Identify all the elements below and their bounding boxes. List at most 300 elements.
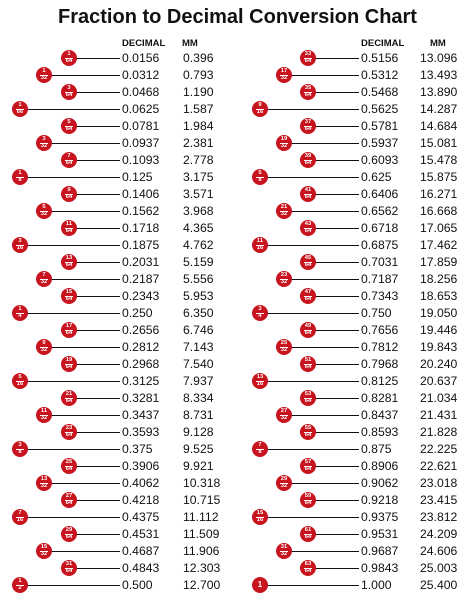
decimal-value: 0.3281 <box>122 391 160 405</box>
denominator: 32 <box>280 551 288 558</box>
fraction-badge <box>61 254 77 270</box>
numerator: 1 <box>18 102 22 109</box>
denominator: 16 <box>256 381 264 388</box>
numerator: 1 <box>42 68 46 75</box>
fraction-badge <box>61 322 77 338</box>
leader-line <box>284 143 359 144</box>
numerator: 1 <box>18 170 22 177</box>
denominator: 64 <box>304 58 312 65</box>
fraction-badge <box>252 441 268 457</box>
fraction-badge <box>252 237 268 253</box>
leader-line <box>260 517 359 518</box>
mm-header-left: MM <box>182 38 198 49</box>
numerator: 23 <box>65 425 73 432</box>
decimal-value: 0.0156 <box>122 51 160 65</box>
decimal-value: 0.1875 <box>122 238 160 252</box>
denominator: 32 <box>40 347 48 354</box>
leader-line <box>260 109 359 110</box>
denominator: 64 <box>304 194 312 201</box>
leader-line <box>284 75 359 76</box>
leader-line <box>260 245 359 246</box>
denominator: 32 <box>40 143 48 150</box>
numerator: 13 <box>65 255 73 262</box>
fraction-badge <box>300 560 316 576</box>
fraction-badge <box>300 492 316 508</box>
decimal-value: 0.7812 <box>361 340 399 354</box>
fraction-badge <box>276 135 292 151</box>
denominator: 64 <box>304 126 312 133</box>
fraction-badge <box>12 101 28 117</box>
numerator: 43 <box>304 221 312 228</box>
denominator: 32 <box>280 279 288 286</box>
mm-value: 13.096 <box>420 51 458 65</box>
numerator: 57 <box>304 459 312 466</box>
mm-value: 17.859 <box>420 255 458 269</box>
mm-value: 1.190 <box>183 85 214 99</box>
leader-line <box>260 177 359 178</box>
mm-value: 5.159 <box>183 255 214 269</box>
fraction-badge <box>36 135 52 151</box>
fraction-badge <box>252 305 268 321</box>
fraction-badge <box>36 543 52 559</box>
decimal-value: 0.8437 <box>361 408 399 422</box>
denominator: 16 <box>256 245 264 252</box>
mm-value: 17.065 <box>420 221 458 235</box>
mm-value: 19.446 <box>420 323 458 337</box>
decimal-value: 0.9687 <box>361 544 399 558</box>
fraction-badge <box>276 271 292 287</box>
numerator: 7 <box>67 153 71 160</box>
fraction-badge <box>12 441 28 457</box>
mm-value: 23.812 <box>420 510 458 524</box>
mm-value: 10.318 <box>183 476 221 490</box>
decimal-value: 0.8125 <box>361 374 399 388</box>
numerator: 53 <box>304 391 312 398</box>
whole-number: 1 <box>257 580 263 589</box>
numerator: 5 <box>258 170 262 177</box>
numerator: 3 <box>258 306 262 313</box>
fraction-badge <box>276 67 292 83</box>
fraction-badge <box>300 288 316 304</box>
fraction-badge <box>12 509 28 525</box>
decimal-value: 0.1718 <box>122 221 160 235</box>
decimal-value: 0.2812 <box>122 340 160 354</box>
numerator: 9 <box>42 340 46 347</box>
mm-value: 9.921 <box>183 459 214 473</box>
leader-line <box>44 75 120 76</box>
fraction-badge <box>276 543 292 559</box>
mm-value: 15.478 <box>420 153 458 167</box>
mm-value: 11.906 <box>183 544 220 558</box>
mm-value: 14.684 <box>420 119 458 133</box>
numerator: 17 <box>65 323 73 330</box>
decimal-value: 0.7968 <box>361 357 399 371</box>
numerator: 31 <box>65 561 73 568</box>
leader-line <box>44 347 120 348</box>
fraction-badge <box>276 475 292 491</box>
fraction-badge <box>36 67 52 83</box>
numerator: 29 <box>65 527 73 534</box>
denominator: 32 <box>40 279 48 286</box>
numerator: 25 <box>280 340 288 347</box>
denominator: 16 <box>16 517 24 524</box>
numerator: 29 <box>280 476 288 483</box>
denominator: 16 <box>256 109 264 116</box>
decimal-value: 0.8906 <box>361 459 399 473</box>
numerator: 7 <box>18 510 22 517</box>
numerator: 59 <box>304 493 312 500</box>
fraction-badge <box>300 186 316 202</box>
fraction-badge <box>300 50 316 66</box>
denominator: 64 <box>65 228 73 235</box>
denominator: 64 <box>65 92 73 99</box>
mm-value: 22.621 <box>420 459 458 473</box>
denominator: 16 <box>16 381 24 388</box>
denominator: 64 <box>65 194 73 201</box>
mm-value: 22.225 <box>420 442 458 456</box>
denominator: 64 <box>304 160 312 167</box>
decimal-value: 0.6875 <box>361 238 399 252</box>
numerator: 5 <box>67 119 71 126</box>
mm-value: 3.968 <box>183 204 214 218</box>
denominator: 64 <box>65 262 73 269</box>
decimal-value: 0.9531 <box>361 527 399 541</box>
mm-value: 21.034 <box>420 391 458 405</box>
fraction-badge <box>61 118 77 134</box>
decimal-value: 0.0468 <box>122 85 160 99</box>
decimal-value: 0.0937 <box>122 136 160 150</box>
decimal-value: 0.5937 <box>361 136 399 150</box>
mm-value: 20.637 <box>420 374 458 388</box>
decimal-value: 0.125 <box>122 170 153 184</box>
denominator: 32 <box>40 551 48 558</box>
leader-line <box>260 449 359 450</box>
decimal-value: 0.500 <box>122 578 153 592</box>
fraction-badge <box>300 220 316 236</box>
leader-line <box>260 381 359 382</box>
denominator: 64 <box>304 534 312 541</box>
fraction-badge <box>12 577 28 593</box>
leader-line <box>44 143 120 144</box>
numerator: 3 <box>18 238 22 245</box>
decimal-value: 0.5625 <box>361 102 399 116</box>
denominator: 64 <box>304 398 312 405</box>
numerator: 27 <box>65 493 73 500</box>
decimal-value: 0.3125 <box>122 374 160 388</box>
decimal-value: 0.3906 <box>122 459 160 473</box>
numerator: 27 <box>280 408 288 415</box>
leader-line <box>284 415 359 416</box>
denominator: 64 <box>65 398 73 405</box>
fraction-badge <box>252 169 268 185</box>
decimal-value: 0.8281 <box>361 391 399 405</box>
mm-value: 0.793 <box>183 68 214 82</box>
denominator: 32 <box>280 75 288 82</box>
fraction-badge <box>61 526 77 542</box>
mm-value: 8.731 <box>183 408 214 422</box>
numerator: 51 <box>304 357 312 364</box>
numerator: 37 <box>304 119 312 126</box>
mm-value: 12.303 <box>183 561 221 575</box>
leader-line <box>44 279 120 280</box>
denominator: 64 <box>304 500 312 507</box>
fraction-badge <box>61 50 77 66</box>
numerator: 11 <box>40 408 48 415</box>
numerator: 3 <box>18 442 22 449</box>
fraction-badge <box>61 424 77 440</box>
decimal-value: 0.1093 <box>122 153 160 167</box>
fraction-badge <box>61 288 77 304</box>
denominator: 32 <box>40 211 48 218</box>
decimal-value: 1.000 <box>361 578 392 592</box>
denominator: 16 <box>256 517 264 524</box>
mm-value: 1.587 <box>183 102 214 116</box>
leader-line <box>284 483 359 484</box>
leader-line <box>20 585 120 586</box>
denominator: 64 <box>65 126 73 133</box>
numerator: 61 <box>304 527 312 534</box>
mm-value: 17.462 <box>420 238 458 252</box>
decimal-value: 0.3437 <box>122 408 160 422</box>
fraction-badge <box>252 101 268 117</box>
decimal-value: 0.750 <box>361 306 392 320</box>
fraction-badge <box>300 118 316 134</box>
leader-line <box>20 449 120 450</box>
mm-value: 13.493 <box>420 68 458 82</box>
mm-value: 24.209 <box>420 527 458 541</box>
decimal-value: 0.5312 <box>361 68 399 82</box>
numerator: 19 <box>65 357 73 364</box>
denominator: 64 <box>304 364 312 371</box>
decimal-value: 0.5156 <box>361 51 399 65</box>
mm-header-right: MM <box>430 38 446 49</box>
decimal-value: 0.6718 <box>361 221 399 235</box>
mm-value: 18.653 <box>420 289 458 303</box>
mm-value: 20.240 <box>420 357 458 371</box>
fraction-badge <box>36 407 52 423</box>
decimal-value: 0.2187 <box>122 272 160 286</box>
mm-value: 11.509 <box>183 527 220 541</box>
decimal-value: 0.4062 <box>122 476 160 490</box>
fraction-badge <box>12 169 28 185</box>
numerator: 47 <box>304 289 312 296</box>
decimal-value: 0.4531 <box>122 527 160 541</box>
decimal-value: 0.1406 <box>122 187 160 201</box>
decimal-value: 0.875 <box>361 442 392 456</box>
denominator: 64 <box>65 568 73 575</box>
mm-value: 6.746 <box>183 323 214 337</box>
mm-value: 25.400 <box>420 578 458 592</box>
denominator: 64 <box>65 296 73 303</box>
fraction-badge <box>36 475 52 491</box>
mm-value: 13.890 <box>420 85 458 99</box>
numerator: 9 <box>67 187 71 194</box>
decimal-value: 0.7031 <box>361 255 399 269</box>
leader-line <box>260 313 359 314</box>
numerator: 5 <box>18 374 22 381</box>
numerator: 33 <box>304 51 312 58</box>
fraction-badge <box>61 560 77 576</box>
leader-line <box>20 245 120 246</box>
fraction-badge <box>36 203 52 219</box>
numerator: 1 <box>67 51 71 58</box>
leader-line <box>20 381 120 382</box>
decimal-value: 0.7343 <box>361 289 399 303</box>
decimal-value: 0.3593 <box>122 425 160 439</box>
mm-value: 25.003 <box>420 561 458 575</box>
denominator: 64 <box>304 296 312 303</box>
fraction-badge <box>61 492 77 508</box>
fraction-badge <box>12 237 28 253</box>
fraction-badge <box>300 356 316 372</box>
decimal-value: 0.5468 <box>361 85 399 99</box>
mm-value: 14.287 <box>420 102 458 116</box>
fraction-badge <box>61 356 77 372</box>
mm-value: 3.571 <box>183 187 214 201</box>
mm-value: 9.128 <box>183 425 214 439</box>
decimal-header-right: DECIMAL <box>361 38 405 49</box>
mm-value: 19.050 <box>420 306 458 320</box>
decimal-value: 0.7187 <box>361 272 399 286</box>
denominator: 8 <box>258 449 262 456</box>
numerator: 49 <box>304 323 312 330</box>
decimal-value: 0.8593 <box>361 425 399 439</box>
denominator: 64 <box>304 262 312 269</box>
fraction-badge <box>276 339 292 355</box>
leader-line <box>20 517 120 518</box>
mm-value: 4.365 <box>183 221 214 235</box>
mm-value: 11.112 <box>183 510 219 524</box>
mm-value: 9.525 <box>183 442 214 456</box>
numerator: 15 <box>40 544 48 551</box>
mm-value: 23.415 <box>420 493 458 507</box>
denominator: 64 <box>65 330 73 337</box>
leader-line <box>20 109 120 110</box>
numerator: 15 <box>256 510 264 517</box>
decimal-value: 0.0312 <box>122 68 160 82</box>
denominator: 32 <box>280 415 288 422</box>
denominator: 64 <box>65 534 73 541</box>
denominator: 16 <box>16 245 24 252</box>
numerator: 23 <box>280 272 288 279</box>
decimal-value: 0.4375 <box>122 510 160 524</box>
leader-line <box>284 211 359 212</box>
decimal-value: 0.9843 <box>361 561 399 575</box>
decimal-value: 0.4687 <box>122 544 160 558</box>
numerator: 17 <box>280 68 288 75</box>
numerator: 3 <box>42 136 46 143</box>
mm-value: 10.715 <box>183 493 221 507</box>
fraction-badge <box>300 84 316 100</box>
numerator: 13 <box>40 476 48 483</box>
fraction-badge <box>36 271 52 287</box>
numerator: 15 <box>65 289 73 296</box>
mm-value: 1.984 <box>183 119 214 133</box>
decimal-value: 0.9375 <box>361 510 399 524</box>
leader-line <box>20 313 120 314</box>
mm-value: 4.762 <box>183 238 214 252</box>
fraction-badge <box>61 186 77 202</box>
decimal-value: 0.4218 <box>122 493 160 507</box>
denominator: 8 <box>18 449 22 456</box>
numerator: 9 <box>258 102 262 109</box>
numerator: 63 <box>304 561 312 568</box>
fraction-badge <box>300 424 316 440</box>
fraction-badge <box>61 152 77 168</box>
denominator: 4 <box>258 313 262 320</box>
denominator: 64 <box>304 228 312 235</box>
decimal-value: 0.5781 <box>361 119 399 133</box>
denominator: 32 <box>280 347 288 354</box>
decimal-value: 0.6562 <box>361 204 399 218</box>
denominator: 64 <box>65 160 73 167</box>
decimal-value: 0.1562 <box>122 204 160 218</box>
fraction-badge <box>61 390 77 406</box>
numerator: 5 <box>42 204 46 211</box>
denominator: 8 <box>18 177 22 184</box>
fraction-badge <box>300 526 316 542</box>
fraction-badge <box>300 152 316 168</box>
numerator: 35 <box>304 85 312 92</box>
denominator: 32 <box>40 415 48 422</box>
numerator: 31 <box>280 544 288 551</box>
numerator: 7 <box>42 272 46 279</box>
mm-value: 15.081 <box>420 136 458 150</box>
fraction-badge <box>61 458 77 474</box>
numerator: 11 <box>65 221 73 228</box>
denominator: 64 <box>65 58 73 65</box>
leader-line <box>20 177 120 178</box>
denominator: 66 <box>16 109 24 116</box>
decimal-value: 0.4843 <box>122 561 160 575</box>
fraction-badge <box>252 577 268 593</box>
numerator: 1 <box>18 578 22 585</box>
denominator: 64 <box>65 432 73 439</box>
numerator: 19 <box>280 136 288 143</box>
mm-value: 6.350 <box>183 306 214 320</box>
mm-value: 21.431 <box>420 408 458 422</box>
decimal-value: 0.0625 <box>122 102 160 116</box>
decimal-value: 0.2343 <box>122 289 160 303</box>
denominator: 64 <box>304 466 312 473</box>
decimal-value: 0.6406 <box>361 187 399 201</box>
denominator: 64 <box>65 364 73 371</box>
decimal-value: 0.2656 <box>122 323 160 337</box>
mm-value: 16.271 <box>420 187 458 201</box>
numerator: 11 <box>256 238 264 245</box>
fraction-badge <box>300 254 316 270</box>
mm-value: 24.606 <box>420 544 458 558</box>
numerator: 25 <box>65 459 73 466</box>
leader-line <box>44 483 120 484</box>
decimal-value: 0.625 <box>361 170 392 184</box>
leader-line <box>44 415 120 416</box>
fraction-badge <box>12 305 28 321</box>
decimal-value: 0.7656 <box>361 323 399 337</box>
decimal-value: 0.9218 <box>361 493 399 507</box>
decimal-value: 0.375 <box>122 442 153 456</box>
denominator: 64 <box>304 330 312 337</box>
mm-value: 15.875 <box>420 170 458 184</box>
mm-value: 7.143 <box>183 340 214 354</box>
numerator: 21 <box>280 204 288 211</box>
mm-value: 16.668 <box>420 204 458 218</box>
denominator: 2 <box>18 585 22 592</box>
decimal-value: 0.0781 <box>122 119 160 133</box>
mm-value: 2.778 <box>183 153 214 167</box>
denominator: 32 <box>280 211 288 218</box>
mm-value: 19.843 <box>420 340 458 354</box>
